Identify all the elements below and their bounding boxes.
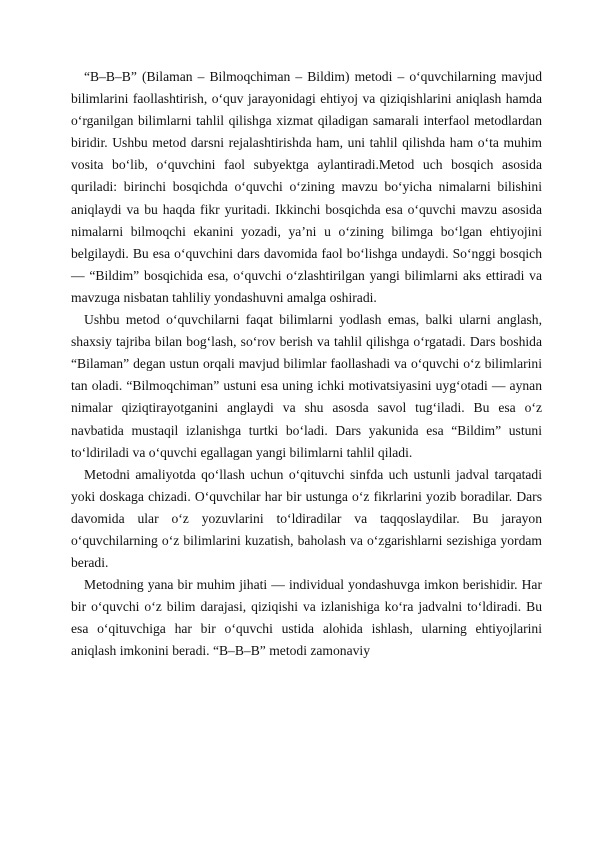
paragraph-bbb-method-intro: “B–B–B” (Bilaman – Bilmoqchiman – Bildim) metodi – o‘quvchilarning mavjud bilimlarini faollashtirish, o‘quv jarayonidagi ehtiyoj va qiziqishlarini aniqlash hamda o‘rganilgan bilimlarni tahlil qilishga xizmat qiladigan samarali interfaol metodlardan biridir. Ushbu metod darsni rejalashtirishda ham, uni tahlil qilishda ham o‘ta muhim vosita bo‘lib, o‘quvchini faol subyektga aylantiradi.Metod uch bosqich asosida quriladi: birinchi bosqichda o‘quvchi o‘zining mavzu bo‘yicha nimalarni bilishini aniqlaydi va bu haqda fikr yuritadi. Ikkinchi bosqichda esa o‘quvchi mavzu asosida nimalarni bilmoqchi ekanini yozadi, ya’ni u o‘zining bilimga bo‘lgan ehtiyojini belgilaydi. Bu esa o‘quvchini dars davomida faol bo‘lishga undaydi. So‘nggi bosqich — “Bildim” bosqichida esa, o‘quvchi o‘zlashtirilgan yangi bilimlarni aks ettiradi va mavzuga nisbatan tahliliy yondashuvni amalga oshiradi. xyxy=(71,69,542,305)
paragraph-individual-approach: Metodning yana bir muhim jihati — individual yondashuvga imkon berishidir. Har bir o‘quvchi o‘z bilim darajasi, qiziqishi va izlanishiga ko‘ra jadvalni to‘ldiradi. Bu esa o‘qituvchiga har bir o‘quvchi ustida alohida ishlash, ularning ehtiyojlarini aniqlash imkonini beradi. “B–B–B” metodi zamonaviy xyxy=(71,577,542,659)
paragraph-method-purpose: Ushbu metod o‘quvchilarni faqat bilimlarni yodlash emas, balki ularni anglash, shaxsiy tajriba bilan bog‘lash, so‘rov berish va tahlil qilishga o‘rgatadi. Dars boshida “Bilaman” degan ustun orqali mavjud bilimlar faollashadi va o‘quvchi o‘z bilimlarini tan oladi. “Bilmoqchiman” ustuni esa uning ichki motivatsiyasini uyg‘otadi — aynan nimalar qiziqtirayotganini anglaydi va shu asosda savol tug‘iladi. Bu esa o‘z navbatida mustaqil izlanishga turtki bo‘ladi. Dars yakunida esa “Bildim” ustuni to‘ldiriladi va o‘quvchi egallagan yangi bilimlarni tahlil qiladi. xyxy=(71,312,542,460)
document-body xyxy=(71,66,542,663)
paragraph-practical-use: Metodni amaliyotda qo‘llash uchun o‘qituvchi sinfda uch ustunli jadval tarqatadi yoki doskaga chizadi. O‘quvchilar har bir ustunga o‘z fikrlarini yozib boradilar. Dars davomida ular o‘z yozuvlarini to‘ldiradilar va taqqoslaydilar. Bu jarayon o‘quvchilarning o‘z bilimlarini kuzatish, baholash va o‘zgarishlarni sezishiga yordam beradi. xyxy=(71,466,542,571)
